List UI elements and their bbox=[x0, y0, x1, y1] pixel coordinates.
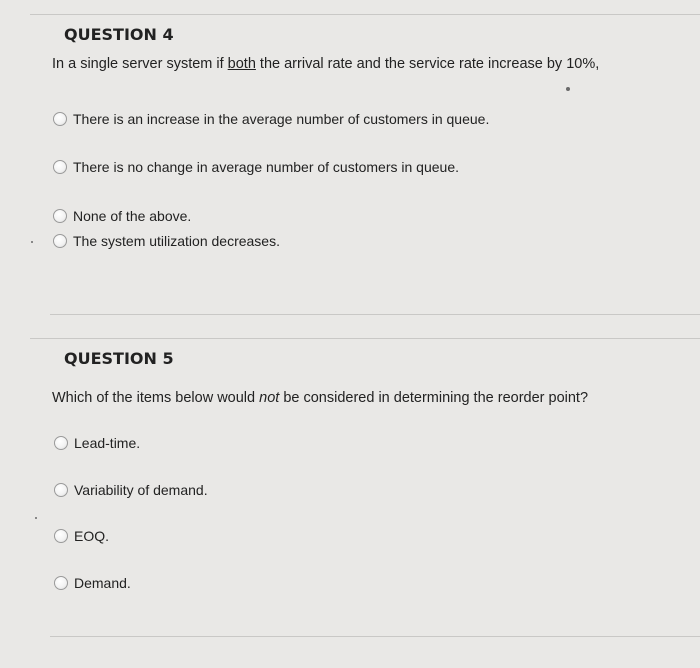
question-4-text-start: In a single server system if bbox=[52, 56, 228, 72]
question-5-title: QUESTION 5 bbox=[64, 349, 174, 368]
radio-button[interactable] bbox=[53, 234, 67, 248]
top-divider bbox=[30, 14, 700, 15]
question-4-title: QUESTION 4 bbox=[64, 25, 174, 44]
radio-button[interactable] bbox=[54, 483, 68, 497]
question-4-option-1[interactable] bbox=[53, 111, 489, 127]
radio-button[interactable] bbox=[53, 209, 67, 223]
question-4-option-4[interactable] bbox=[53, 233, 280, 249]
question-5-text-start: Which of the items below would bbox=[52, 390, 260, 406]
question-5-option-4[interactable] bbox=[54, 575, 131, 591]
question-5-option-3[interactable] bbox=[54, 528, 109, 544]
question-4-text-end: the arrival rate and the service rate increase by 10%, bbox=[255, 56, 600, 72]
question-5-bottom-divider bbox=[50, 636, 700, 637]
option-label: Demand. bbox=[74, 575, 131, 591]
speck-mark bbox=[35, 517, 37, 519]
question-5-text bbox=[52, 390, 588, 406]
radio-button[interactable] bbox=[54, 529, 68, 543]
question-4-text bbox=[52, 56, 599, 72]
option-label: Lead-time. bbox=[74, 435, 141, 451]
option-label: There is an increase in the average number of customers in queue. bbox=[73, 111, 490, 127]
radio-button[interactable] bbox=[53, 112, 67, 126]
question-4-option-3[interactable] bbox=[53, 208, 191, 224]
question-4-text-underlined: both bbox=[227, 56, 256, 72]
question-5-top-divider bbox=[30, 338, 700, 339]
speck-mark bbox=[566, 87, 570, 91]
radio-button[interactable] bbox=[54, 436, 68, 450]
radio-button[interactable] bbox=[53, 160, 67, 174]
speck-mark bbox=[31, 241, 33, 243]
question-5-option-2[interactable] bbox=[54, 482, 208, 498]
question-5-text-end: be considered in determining the reorder point? bbox=[279, 390, 589, 406]
option-label: There is no change in average number of customers in queue. bbox=[73, 159, 460, 175]
option-label: None of the above. bbox=[73, 208, 192, 224]
question-5-text-italic: not bbox=[259, 390, 280, 406]
radio-button[interactable] bbox=[54, 576, 68, 590]
question-4-bottom-divider bbox=[50, 314, 700, 315]
option-label: Variability of demand. bbox=[74, 482, 208, 498]
option-label: The system utilization decreases. bbox=[73, 233, 280, 249]
option-label: EOQ. bbox=[74, 528, 110, 544]
question-4-option-2[interactable] bbox=[53, 159, 459, 175]
question-5-option-1[interactable] bbox=[54, 435, 140, 451]
